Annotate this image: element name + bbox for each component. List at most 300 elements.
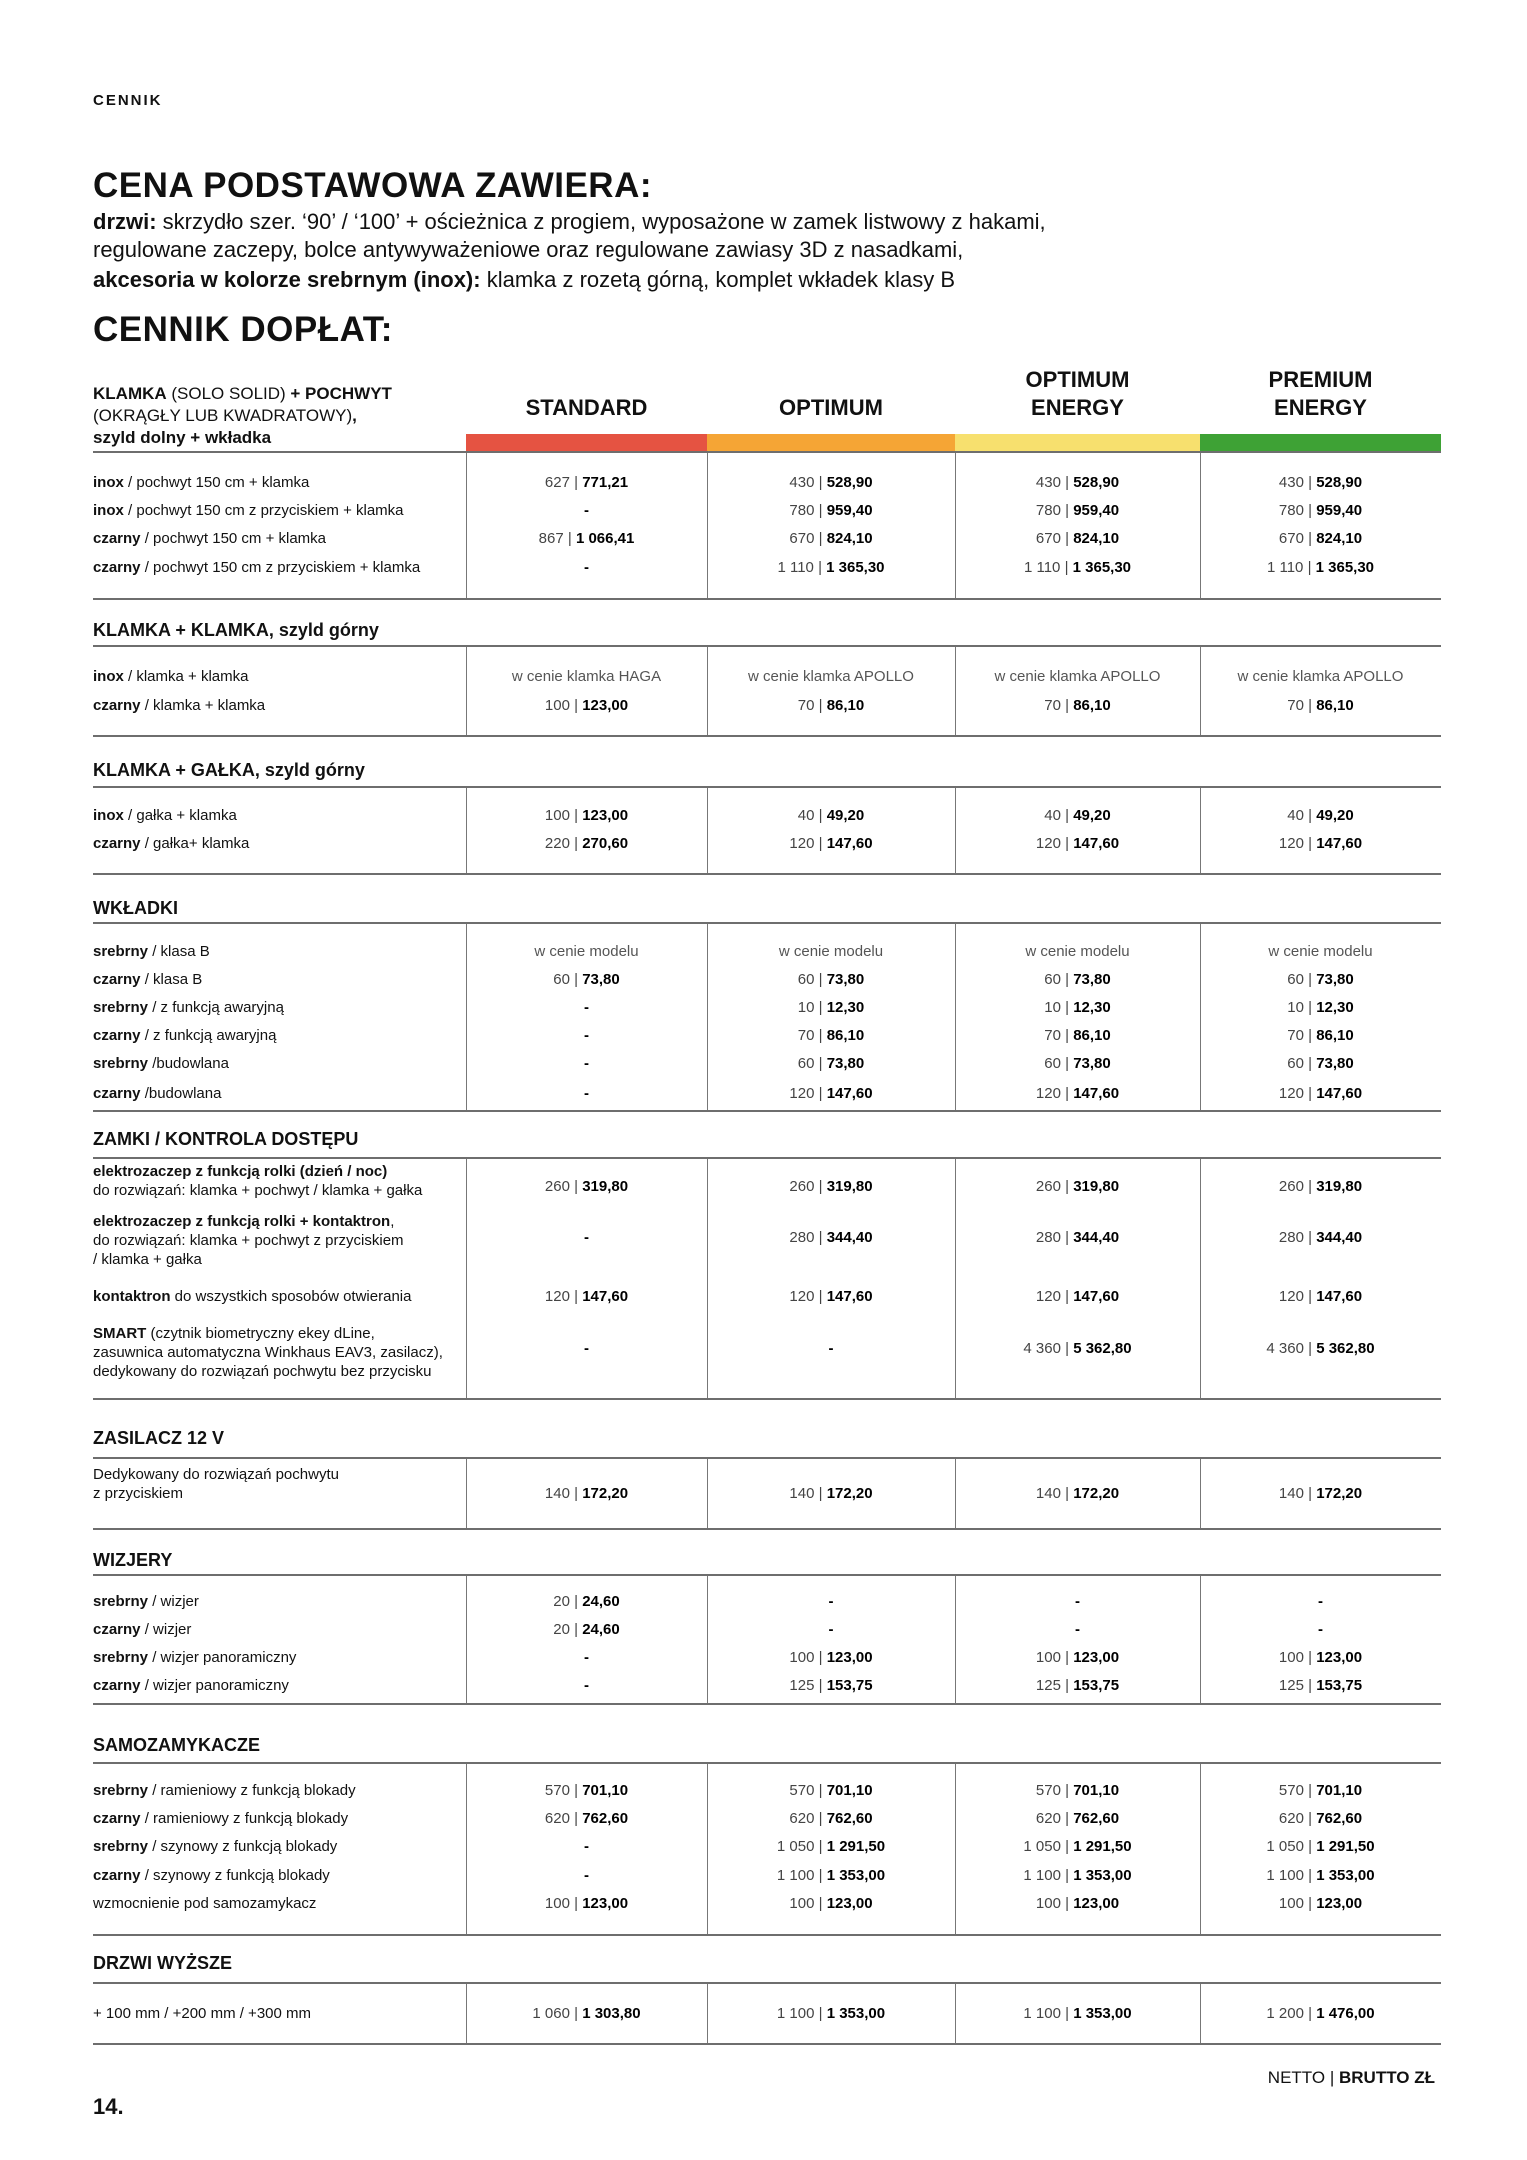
column-header-1	[707, 366, 955, 422]
not-available-dash: -	[584, 1867, 589, 1884]
price-cell	[466, 1894, 707, 1913]
section-title: ZASILACZ 12 V	[93, 1428, 225, 1448]
price-netto: 120	[789, 1085, 815, 1102]
row-label-emphasis: srebrny	[93, 1593, 149, 1610]
price-netto: 430	[1278, 474, 1304, 491]
section-bottom-divider	[93, 1110, 1441, 1112]
tier-color-bar-0	[466, 434, 707, 451]
row-label-emphasis: czarny	[93, 1810, 141, 1827]
price-separator: |	[814, 502, 827, 519]
base-price-line-3	[93, 266, 955, 294]
price-netto: 100	[544, 807, 570, 824]
row-label-emphasis: elektrozaczep z funkcją rolki + kontaktron	[93, 1213, 391, 1230]
price-netto: 60	[553, 971, 570, 988]
row-label-emphasis: czarny	[93, 1027, 141, 1044]
column-divider	[466, 788, 467, 873]
price-netto: 20	[553, 1593, 570, 1610]
price-cell	[1200, 1837, 1441, 1856]
price-netto: 620	[1035, 1810, 1061, 1827]
price-separator: |	[814, 1867, 827, 1884]
price-separator: |	[563, 530, 576, 547]
price-cell	[466, 1026, 707, 1045]
price-cell	[1200, 2004, 1441, 2023]
section-top-divider	[93, 1762, 1441, 1764]
row-label-emphasis: srebrny	[93, 943, 149, 960]
price-brutto: 1 291,50	[1073, 1838, 1132, 1855]
row-label	[93, 1837, 337, 1856]
price-cell	[707, 2004, 955, 2023]
price-cell	[707, 1866, 955, 1885]
price-separator: |	[1303, 1340, 1317, 1357]
price-cell	[955, 1026, 1200, 1045]
row-label	[93, 834, 249, 853]
price-netto: 670	[1035, 530, 1061, 547]
column-header-line2: STANDARD	[525, 395, 648, 420]
price-netto: 60	[1287, 1055, 1304, 1072]
price-separator: |	[569, 1178, 583, 1195]
price-brutto: 959,40	[1073, 502, 1120, 519]
price-separator: |	[814, 1782, 827, 1799]
price-brutto: 86,10	[1073, 697, 1111, 714]
included-note: w cenie modelu	[778, 943, 884, 960]
doors-label: drzwi:	[93, 209, 157, 234]
price-separator: |	[569, 1782, 583, 1799]
row-label	[93, 501, 404, 520]
price-cell	[707, 1287, 955, 1306]
row-label-text: / wizjer panoramiczny	[140, 1677, 289, 1694]
row-label-emphasis: srebrny	[93, 1649, 149, 1666]
price-cell	[466, 696, 707, 715]
row-label	[93, 473, 309, 492]
price-brutto: 147,60	[1316, 1085, 1363, 1102]
price-netto: 120	[1035, 835, 1061, 852]
price-netto: 140	[544, 1485, 570, 1502]
price-brutto: 528,90	[1316, 474, 1363, 491]
row-label	[93, 942, 210, 961]
row-label-emphasis: inox	[93, 668, 124, 685]
price-separator: |	[569, 1810, 583, 1827]
price-cell	[955, 806, 1200, 825]
section-title: SAMOZAMYKACZE	[93, 1735, 260, 1755]
price-brutto: 147,60	[826, 835, 873, 852]
price-separator: |	[1060, 1838, 1074, 1855]
price-separator: |	[814, 697, 827, 714]
row-label	[93, 1054, 229, 1073]
row-label-text: / gałka+ klamka	[140, 835, 250, 852]
row-label-emphasis: inox	[93, 502, 124, 519]
price-brutto: 824,10	[826, 530, 873, 547]
row-label	[93, 1465, 339, 1503]
not-available-dash: -	[828, 1593, 834, 1610]
price-separator: |	[1060, 1027, 1074, 1044]
row-label-emphasis: czarny	[93, 1085, 141, 1102]
price-cell	[1200, 942, 1441, 961]
row-label-text: (czytnik biometryczny ekey dLine,	[146, 1325, 375, 1342]
row-label-text: / z funkcją awaryjną	[148, 999, 284, 1016]
row-label	[93, 1212, 404, 1269]
price-netto: 40	[1287, 807, 1304, 824]
price-separator: |	[1303, 999, 1317, 1016]
price-brutto: 1 365,30	[1315, 559, 1375, 576]
row-label-emphasis: czarny	[93, 530, 141, 547]
price-cell	[466, 473, 707, 492]
price-cell	[707, 1781, 955, 1800]
price-separator: |	[1303, 1649, 1317, 1666]
unit-separator: |	[1325, 2068, 1339, 2087]
price-separator: |	[569, 1593, 583, 1610]
price-brutto: 771,21	[582, 474, 629, 491]
price-cell	[1200, 1592, 1441, 1611]
price-netto: 70	[797, 697, 815, 714]
price-cell	[955, 1781, 1200, 1800]
price-cell	[466, 1620, 707, 1639]
price-separator: |	[814, 1178, 827, 1195]
price-brutto: 123,00	[582, 807, 629, 824]
price-netto: 1 050	[776, 1838, 815, 1855]
price-cell	[955, 501, 1200, 520]
row-label-text: ,	[390, 1213, 395, 1230]
price-cell	[466, 998, 707, 1017]
price-cell	[955, 1484, 1200, 1503]
price-brutto: 73,80	[826, 1055, 865, 1072]
price-brutto: 12,30	[826, 999, 865, 1016]
price-separator: |	[814, 1229, 827, 1246]
price-cell	[466, 558, 707, 577]
price-netto: 120	[1278, 1085, 1304, 1102]
included-note: w cenie modelu	[534, 943, 639, 960]
header-comma: ,	[352, 406, 357, 425]
price-cell	[1200, 834, 1441, 853]
price-brutto: 1 291,50	[826, 1838, 886, 1855]
price-cell	[466, 1084, 707, 1103]
row-label-text: / wizjer panoramiczny	[148, 1649, 297, 1666]
price-brutto: 5 362,80	[1316, 1340, 1375, 1357]
price-brutto: 762,60	[826, 1810, 873, 1827]
price-cell	[466, 1866, 707, 1885]
section-title: KLAMKA + KLAMKA, szyld górny	[93, 620, 379, 640]
price-cell	[955, 558, 1200, 577]
section-top-divider	[93, 1574, 1441, 1576]
row-label-text: / klasa B	[148, 943, 210, 960]
price-brutto: 344,40	[826, 1229, 873, 1246]
price-cell	[707, 1809, 955, 1828]
price-separator: |	[1303, 1782, 1317, 1799]
price-brutto: 1 353,00	[1073, 2005, 1132, 2022]
row-label-text: / pochwyt 150 cm + klamka	[140, 530, 327, 547]
row-label	[93, 1620, 191, 1639]
row-label-text: / pochwyt 150 cm z przyciskiem + klamka	[123, 502, 404, 519]
row-label-text: / szynowy z funkcją blokady	[140, 1867, 330, 1884]
section-top-divider	[93, 1157, 1441, 1159]
price-brutto: 73,80	[1073, 971, 1111, 988]
price-brutto: 344,40	[1073, 1229, 1120, 1246]
price-separator: |	[1303, 1288, 1317, 1305]
included-note: w cenie klamka APOLLO	[748, 668, 914, 685]
row-label-subline: do rozwiązań: klamka + pochwyt z przyciskiem	[93, 1232, 404, 1249]
price-cell	[466, 1287, 707, 1306]
price-cell	[707, 696, 955, 715]
section-bottom-divider	[93, 1398, 1441, 1400]
row-label-emphasis: inox	[93, 474, 124, 491]
price-netto: 670	[1278, 530, 1304, 547]
price-cell	[707, 1026, 955, 1045]
price-separator: |	[1060, 697, 1074, 714]
price-netto: 4 360	[1266, 1340, 1304, 1357]
price-cell	[1200, 667, 1441, 686]
row-label	[93, 1287, 411, 1306]
price-netto: 280	[1278, 1229, 1304, 1246]
price-netto: 4 360	[1023, 1340, 1061, 1357]
header-divider	[93, 451, 1441, 453]
not-available-dash: -	[584, 1649, 589, 1666]
row-label-subline: dedykowany do rozwiązań pochwytu bez przycisku	[93, 1363, 432, 1380]
price-brutto: 123,00	[826, 1895, 873, 1912]
price-separator: |	[569, 474, 583, 491]
price-netto: 1 110	[777, 559, 814, 576]
price-cell	[1200, 1620, 1441, 1639]
price-netto: 260	[789, 1178, 815, 1195]
price-cell	[707, 1676, 955, 1695]
price-cell	[955, 1339, 1200, 1358]
price-cell	[955, 696, 1200, 715]
price-separator: |	[1303, 1810, 1317, 1827]
price-netto: 430	[789, 474, 815, 491]
price-netto: 120	[1278, 835, 1304, 852]
price-brutto: 959,40	[826, 502, 873, 519]
not-available-dash: -	[584, 559, 589, 576]
page-kicker: CENNIK	[93, 92, 163, 109]
price-cell	[1200, 1809, 1441, 1828]
price-cell	[466, 501, 707, 520]
price-cell	[955, 970, 1200, 989]
price-cell	[955, 1648, 1200, 1667]
price-brutto: 49,20	[826, 807, 865, 824]
price-netto: 1 110	[1023, 559, 1061, 576]
price-netto: 1 100	[1023, 1867, 1061, 1884]
price-cell	[955, 1866, 1200, 1885]
price-separator: |	[1303, 1677, 1317, 1694]
price-cell	[707, 1894, 955, 1913]
table-header-description	[93, 383, 453, 449]
price-netto: 120	[789, 1288, 815, 1305]
price-separator: |	[1060, 1485, 1074, 1502]
price-separator: |	[814, 1810, 827, 1827]
price-netto: 70	[1044, 697, 1061, 714]
header-solo-solid: (SOLO SOLID)	[166, 384, 291, 403]
not-available-dash: -	[584, 1229, 589, 1246]
price-netto: 120	[1278, 1288, 1304, 1305]
row-label-emphasis: czarny	[93, 1867, 141, 1884]
base-price-line-1	[93, 208, 1046, 236]
price-cell	[707, 806, 955, 825]
price-separator: |	[814, 807, 827, 824]
price-netto: 100	[544, 697, 570, 714]
price-cell	[466, 942, 707, 961]
price-brutto: 153,75	[1316, 1677, 1363, 1694]
row-label-text: / klasa B	[140, 971, 203, 988]
price-cell	[707, 1484, 955, 1503]
price-brutto: 123,00	[1073, 1649, 1120, 1666]
column-divider	[707, 647, 708, 735]
price-cell	[707, 1648, 955, 1667]
price-brutto: 147,60	[1316, 835, 1363, 852]
price-separator: |	[813, 559, 827, 576]
price-netto: 125	[1278, 1677, 1304, 1694]
row-label-text: / klamka + klamka	[123, 668, 249, 685]
price-brutto: 123,00	[582, 1895, 629, 1912]
price-netto: 120	[1035, 1085, 1061, 1102]
price-brutto: 319,80	[582, 1178, 629, 1195]
price-cell	[1200, 1866, 1441, 1885]
price-brutto: 12,30	[1073, 999, 1111, 1016]
price-brutto: 1 365,30	[826, 559, 885, 576]
included-note: w cenie klamka APOLLO	[994, 668, 1161, 685]
price-separator: |	[1060, 1085, 1074, 1102]
price-cell	[707, 1339, 955, 1358]
column-header-3	[1200, 366, 1441, 422]
price-netto: 780	[1278, 502, 1304, 519]
not-available-dash: -	[584, 1055, 589, 1072]
price-cell	[707, 1228, 955, 1247]
not-available-dash: -	[584, 999, 589, 1016]
price-brutto: 49,20	[1073, 807, 1111, 824]
included-note: w cenie klamka APOLLO	[1237, 668, 1404, 685]
price-cell	[707, 1837, 955, 1856]
price-separator: |	[814, 474, 827, 491]
row-label	[93, 806, 237, 825]
column-divider	[955, 788, 956, 873]
price-brutto: 172,20	[1316, 1485, 1363, 1502]
row-label-emphasis: kontaktron	[93, 1288, 171, 1305]
price-cell	[955, 529, 1200, 548]
price-cell	[1200, 501, 1441, 520]
price-netto: 10	[797, 999, 815, 1016]
not-available-dash: -	[584, 502, 589, 519]
accessories-text: klamka z rozetą górną, komplet wkładek klasy B	[480, 267, 955, 292]
header-szyld: szyld dolny + wkładka	[93, 428, 272, 447]
price-separator: |	[1303, 1178, 1317, 1195]
price-brutto: 701,10	[1316, 1782, 1363, 1799]
price-brutto: 762,60	[1073, 1810, 1120, 1827]
price-separator: |	[569, 1895, 583, 1912]
price-separator: |	[1060, 807, 1074, 824]
header-klamka: KLAMKA	[93, 384, 167, 403]
price-separator: |	[1060, 1229, 1074, 1246]
price-brutto: 5 362,80	[1073, 1340, 1132, 1357]
section-title: DRZWI WYŻSZE	[93, 1953, 232, 1973]
price-netto: 570	[1035, 1782, 1061, 1799]
price-cell	[466, 1592, 707, 1611]
price-brutto: 123,00	[1316, 1649, 1363, 1666]
price-brutto: 147,60	[1073, 835, 1120, 852]
price-netto: 1 060	[532, 2005, 570, 2022]
price-separator: |	[1060, 999, 1074, 1016]
price-brutto: 86,10	[1073, 1027, 1111, 1044]
price-netto: 60	[1287, 971, 1304, 988]
price-brutto: 701,10	[1073, 1782, 1120, 1799]
price-netto: 1 110	[1266, 559, 1304, 576]
price-separator: |	[1303, 1895, 1317, 1912]
row-label-text: / pochwyt 150 cm z przyciskiem + klamka	[140, 559, 421, 576]
price-netto: 60	[1044, 1055, 1061, 1072]
unit-netto: NETTO	[1267, 2068, 1326, 2087]
price-netto: 260	[1035, 1178, 1061, 1195]
price-brutto: 153,75	[1073, 1677, 1120, 1694]
price-separator: |	[1303, 835, 1317, 852]
section-title: KLAMKA + GAŁKA, szyld górny	[93, 760, 365, 780]
price-netto: 280	[789, 1229, 815, 1246]
header-pochwyt: + POCHWYT	[290, 384, 392, 403]
column-header-2	[955, 366, 1200, 422]
price-netto: 780	[789, 502, 815, 519]
price-netto: 100	[789, 1649, 815, 1666]
row-label-text: /budowlana	[140, 1085, 222, 1102]
price-separator: |	[814, 999, 827, 1016]
price-netto: 140	[1278, 1485, 1304, 1502]
row-label-emphasis: czarny	[93, 835, 141, 852]
included-note: w cenie modelu	[1268, 943, 1373, 960]
price-cell	[707, 998, 955, 1017]
section-bottom-divider	[93, 598, 1441, 600]
price-cell	[1200, 558, 1441, 577]
price-netto: 40	[1044, 807, 1061, 824]
price-brutto: 1 353,00	[1073, 1867, 1132, 1884]
price-cell	[955, 834, 1200, 853]
section-top-divider	[93, 922, 1441, 924]
price-separator: |	[1303, 1085, 1317, 1102]
column-divider	[1200, 647, 1201, 735]
doors-text: skrzydło szer. ‘90’ / ‘100’ + ościeżnica z progiem, wyposażone w zamek listwowy z hakami,	[156, 209, 1046, 234]
price-netto: 1 050	[1266, 1838, 1304, 1855]
price-brutto: 123,00	[1316, 1895, 1363, 1912]
price-netto: 70	[1287, 1027, 1304, 1044]
price-separator: |	[814, 1838, 827, 1855]
price-separator: |	[1060, 1810, 1074, 1827]
price-separator: |	[1303, 1229, 1317, 1246]
price-cell	[1200, 1484, 1441, 1503]
price-brutto: 86,10	[826, 1027, 865, 1044]
price-separator: |	[1303, 1867, 1317, 1884]
price-brutto: 147,60	[1073, 1288, 1120, 1305]
price-brutto: 959,40	[1316, 502, 1363, 519]
price-cell	[466, 1648, 707, 1667]
price-brutto: 73,80	[582, 971, 620, 988]
price-separator: |	[569, 697, 583, 714]
surcharges-title: CENNIK DOPŁAT:	[93, 310, 393, 349]
not-available-dash: -	[828, 1340, 834, 1357]
price-brutto: 319,80	[1316, 1178, 1363, 1195]
price-netto: 20	[553, 1621, 570, 1638]
price-netto: 1 100	[1023, 2005, 1061, 2022]
price-netto: 70	[1287, 697, 1304, 714]
tier-color-bar-2	[955, 434, 1200, 451]
price-brutto: 147,60	[1073, 1085, 1120, 1102]
price-separator: |	[814, 1677, 827, 1694]
not-available-dash: -	[1318, 1593, 1323, 1610]
price-separator: |	[569, 1288, 583, 1305]
price-netto: 40	[797, 807, 815, 824]
price-cell	[707, 529, 955, 548]
price-cell	[955, 667, 1200, 686]
price-netto: 10	[1044, 999, 1061, 1016]
price-separator: |	[814, 2005, 827, 2022]
price-cell	[1200, 473, 1441, 492]
price-brutto: 528,90	[826, 474, 873, 491]
section-title: WIZJERY	[93, 1550, 173, 1570]
price-cell	[955, 2004, 1200, 2023]
price-netto: 570	[789, 1782, 815, 1799]
section-title: ZAMKI / KONTROLA DOSTĘPU	[93, 1129, 359, 1149]
